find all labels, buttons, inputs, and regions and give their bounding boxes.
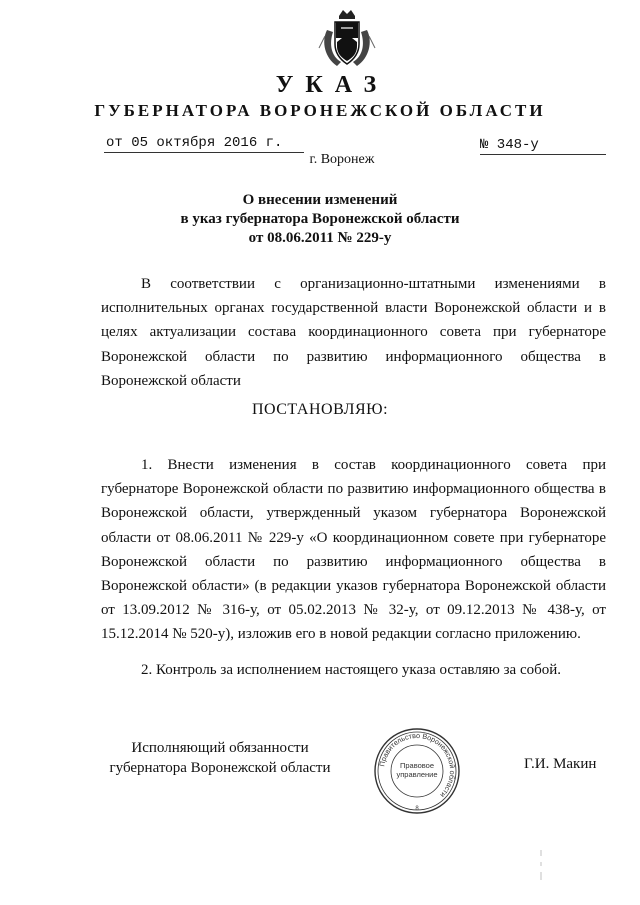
subject-line: в указ губернатора Воронежской области xyxy=(180,211,460,227)
stamp-ring-text: Правительство Воронежской области xyxy=(377,730,458,800)
position-line: губернатора Воронежской области xyxy=(109,760,331,776)
position-line: Исполняющий обязанности xyxy=(131,740,309,756)
signatory-position xyxy=(100,738,340,778)
stamp-center-line: управление xyxy=(396,770,438,779)
subject-line: от 08.06.2011 № 229-у xyxy=(248,230,392,246)
item-2-paragraph: 2. Контроль за исполнением настоящего указа оставляю за собой. xyxy=(141,662,562,678)
stamp-bottom-mark: 8 xyxy=(415,806,419,812)
issuer-title: ГУБЕРНАТОРА ВОРОНЕЖСКОЙ ОБЛАСТИ xyxy=(94,101,546,120)
preamble-paragraph: В соответствии с организационно-штатными изменениями в исполнительных органах государственной власти Воронежской области и в целях актуализации состава координационного совета при губернаторе Воронежской области по развитию информационного общества в Воронежской области xyxy=(101,276,606,389)
subject-line: О внесении изменений xyxy=(242,192,398,208)
item-1-paragraph: 1. Внести изменения в состав координационного совета при губернаторе Воронежской области по развитию информационного общества в Воронежской области, утвержденный указом губернатора Воронежской области от 08.06.2011 № 229-у «О координационном совете при губернаторе Воронежской области по развитию информационного общества в Воронежской области» (в редакции указов губернатора Воронежской области от 13.09.2012 № 316-у, от 05.02.2013 № 32-у, от 09.12.2013 № 438-у, от 15.12.2014 № 520-у), изложив его в новой редакции согласно приложению. xyxy=(101,457,606,643)
decree-date: от 05 октября 2016 г. xyxy=(104,135,304,153)
stamp-center-line: Правовое xyxy=(399,761,435,770)
decree-title: УКАЗ xyxy=(275,72,389,98)
signer-name: Г.И. Макин xyxy=(524,756,597,772)
decree-number: № 348-у xyxy=(480,137,606,155)
city: г. Воронеж xyxy=(309,152,375,167)
decree-subject xyxy=(0,191,640,248)
seal-stamp xyxy=(372,726,462,816)
resolve-heading: ПОСТАНОВЛЯЮ: xyxy=(251,401,389,418)
coat-of-arms-icon xyxy=(315,8,379,72)
scan-artifact xyxy=(540,850,543,880)
